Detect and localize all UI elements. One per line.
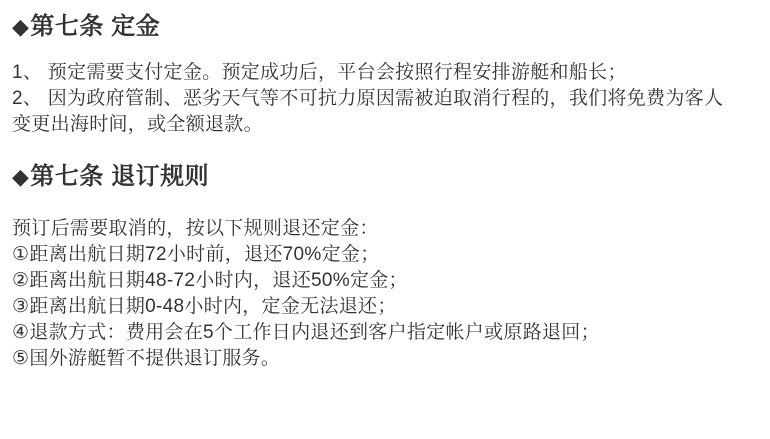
refund-rule-line-2: ②距离出航日期48-72小时内，退还50%定金； — [12, 270, 408, 291]
refund-intro-line: 预订后需要取消的，按以下规则退还定金： — [12, 218, 379, 239]
refund-heading-text: 第七条 退订规则 — [30, 163, 210, 190]
diamond-bullet-icon: ◆ — [12, 164, 30, 189]
section-deposit — [12, 12, 758, 138]
section-refund-rules — [12, 162, 758, 372]
deposit-rule-line-2: 2、 因为政府管制、恶劣天气等不可抗力原因需被迫取消行程的，我们将免费为客人 — [12, 88, 724, 109]
deposit-section-heading — [12, 12, 758, 42]
diamond-bullet-icon: ◆ — [12, 14, 30, 39]
deposit-rule-line-1: 1、 预定需要支付定金。预定成功后，平台会按照行程安排游艇和船长； — [12, 62, 627, 83]
refund-rule-line-5: ⑤国外游艇暂不提供退订服务。 — [12, 348, 281, 369]
refund-section-heading — [12, 162, 758, 192]
deposit-rule-line-2-continued: 变更出海时间，或全额退款。 — [12, 114, 263, 135]
refund-rule-line-3: ③距离出航日期0-48小时内，定金无法退还； — [12, 296, 397, 317]
deposit-heading-text: 第七条 定金 — [30, 13, 161, 40]
refund-section-body — [12, 216, 758, 372]
refund-rule-line-4: ④退款方式：费用会在5个工作日内退还到客户指定帐户或原路退回； — [12, 322, 600, 343]
refund-rule-line-1: ①距离出航日期72小时前，退还70%定金； — [12, 244, 380, 265]
deposit-section-body — [12, 60, 758, 138]
